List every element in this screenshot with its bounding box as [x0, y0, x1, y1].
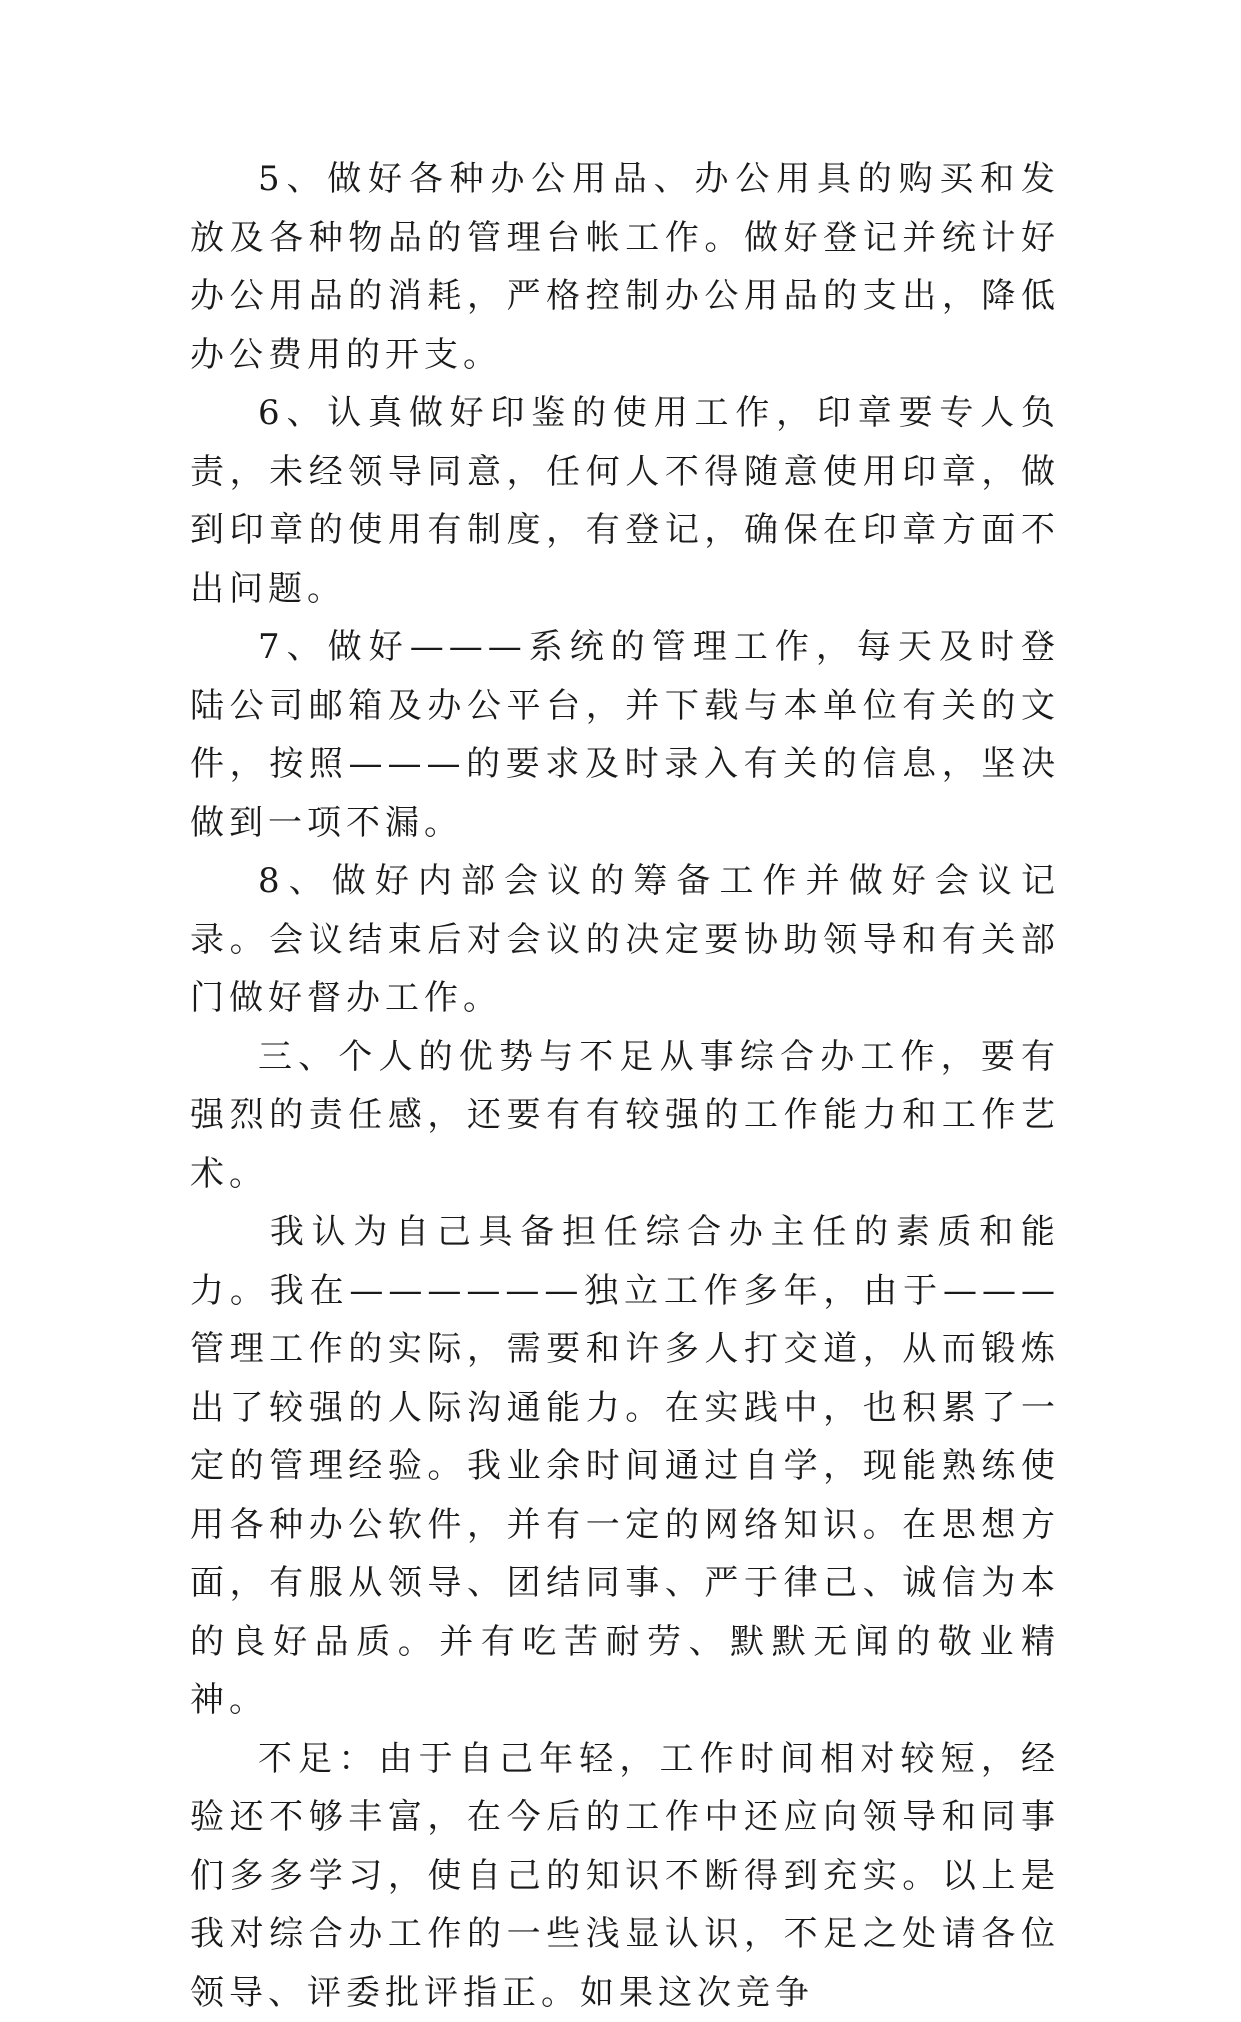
- document-page: [190, 150, 1060, 2022]
- paragraph-item-7: 7、做好———系统的管理工作，每天及时登陆公司邮箱及办公平台，并下载与本单位有关的文件，按照———的要求及时录入有关的信息，坚决做到一项不漏。: [190, 618, 1060, 852]
- paragraph-item-6: 6、认真做好印鉴的使用工作，印章要专人负责，未经领导同意，任何人不得随意使用印章，做到印章的使用有制度，有登记，确保在印章方面不出问题。: [190, 384, 1060, 618]
- paragraph-shortcomings: 不足：由于自己年轻，工作时间相对较短，经验还不够丰富，在今后的工作中还应向领导和同事们多多学习，使自己的知识不断得到充实。以上是我对综合办工作的一些浅显认识，不足之处请各位领导、评委批评指正。如果这次竞争: [190, 1730, 1060, 2022]
- paragraph-item-8: 8、做好内部会议的筹备工作并做好会议记录。会议结束后对会议的决定要协助领导和有关部门做好督办工作。: [190, 852, 1060, 1028]
- paragraph-item-5: 5、做好各种办公用品、办公用具的购买和发放及各种物品的管理台帐工作。做好登记并统计好办公用品的消耗，严格控制办公用品的支出，降低办公费用的开支。: [190, 150, 1060, 384]
- paragraph-section-three: 三、个人的优势与不足从事综合办工作，要有强烈的责任感，还要有有较强的工作能力和工作艺术。: [190, 1028, 1060, 1204]
- paragraph-qualifications: 我认为自己具备担任综合办主任的素质和能力。我在——————独立工作多年，由于———管理工作的实际，需要和许多人打交道，从而锻炼出了较强的人际沟通能力。在实践中，也积累了一定的管理经验。我业余时间通过自学，现能熟练使用各种办公软件，并有一定的网络知识。在思想方面，有服从领导、团结同事、严于律己、诚信为本的良好品质。并有吃苦耐劳、默默无闻的敬业精神。: [190, 1203, 1060, 1730]
